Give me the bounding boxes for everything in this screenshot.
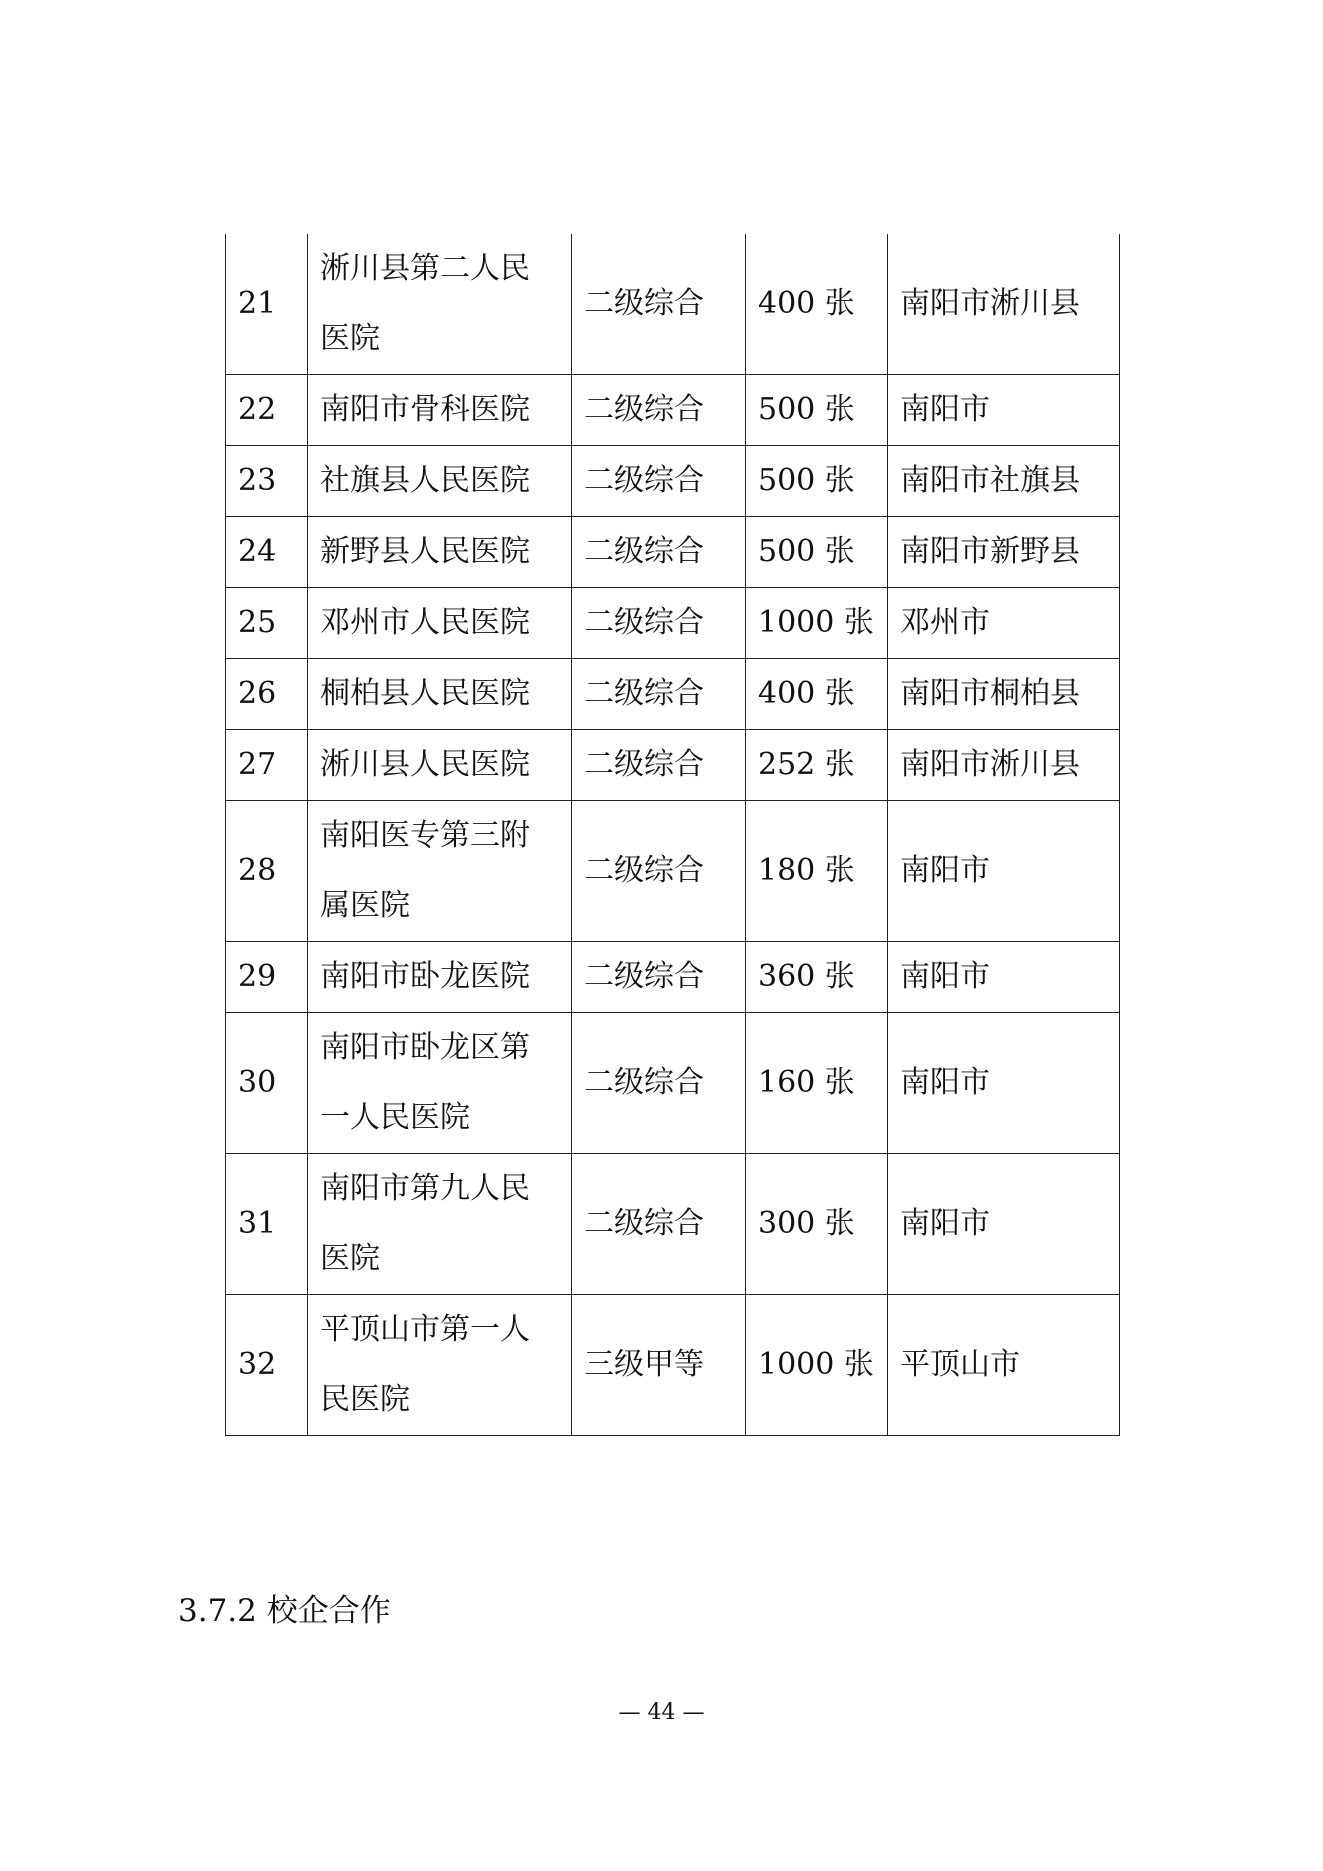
hospital-name: 南阳医专第三附属医院 — [308, 801, 572, 942]
hospital-level: 二级综合 — [572, 517, 746, 588]
bed-count: 180 张 — [746, 801, 888, 942]
table-row — [226, 375, 1120, 446]
row-number: 23 — [226, 446, 308, 517]
table-row — [226, 446, 1120, 517]
row-number: 32 — [226, 1295, 308, 1436]
hospital-table-body — [226, 234, 1120, 1436]
row-number: 24 — [226, 517, 308, 588]
hospital-location: 平顶山市 — [888, 1295, 1120, 1436]
hospital-name: 南阳市第九人民医院 — [308, 1154, 572, 1295]
table-row — [226, 1013, 1120, 1154]
hospital-level: 二级综合 — [572, 1154, 746, 1295]
hospital-name: 淅川县第二人民医院 — [308, 234, 572, 375]
hospital-level: 二级综合 — [572, 942, 746, 1013]
table-row — [226, 1295, 1120, 1436]
hospital-name: 新野县人民医院 — [308, 517, 572, 588]
table-row — [226, 588, 1120, 659]
page-number: — 44 — — [618, 1700, 705, 1725]
hospital-level: 二级综合 — [572, 375, 746, 446]
row-number: 21 — [226, 234, 308, 375]
hospital-name: 平顶山市第一人民医院 — [308, 1295, 572, 1436]
table-row — [226, 517, 1120, 588]
hospital-location: 南阳市淅川县 — [888, 234, 1120, 375]
row-number: 28 — [226, 801, 308, 942]
hospital-table — [225, 234, 1120, 1436]
row-number: 29 — [226, 942, 308, 1013]
bed-count: 160 张 — [746, 1013, 888, 1154]
row-number: 31 — [226, 1154, 308, 1295]
row-number: 30 — [226, 1013, 308, 1154]
hospital-name: 淅川县人民医院 — [308, 730, 572, 801]
hospital-level: 二级综合 — [572, 234, 746, 375]
hospital-name: 南阳市骨科医院 — [308, 375, 572, 446]
hospital-name: 桐柏县人民医院 — [308, 659, 572, 730]
hospital-level: 二级综合 — [572, 1013, 746, 1154]
bed-count: 500 张 — [746, 517, 888, 588]
hospital-location: 南阳市社旗县 — [888, 446, 1120, 517]
hospital-level: 二级综合 — [572, 588, 746, 659]
row-number: 26 — [226, 659, 308, 730]
hospital-location: 南阳市 — [888, 942, 1120, 1013]
table-row — [226, 234, 1120, 375]
hospital-name: 社旗县人民医院 — [308, 446, 572, 517]
bed-count: 252 张 — [746, 730, 888, 801]
hospital-location: 南阳市 — [888, 1154, 1120, 1295]
hospital-location: 南阳市桐柏县 — [888, 659, 1120, 730]
bed-count: 1000 张 — [746, 588, 888, 659]
section-heading: 3.7.2 校企合作 — [178, 1593, 391, 1629]
table-row — [226, 730, 1120, 801]
table-row — [226, 659, 1120, 730]
hospital-location: 南阳市 — [888, 1013, 1120, 1154]
bed-count: 400 张 — [746, 234, 888, 375]
table-row — [226, 801, 1120, 942]
table-row — [226, 942, 1120, 1013]
hospital-name: 南阳市卧龙医院 — [308, 942, 572, 1013]
row-number: 22 — [226, 375, 308, 446]
hospital-location: 邓州市 — [888, 588, 1120, 659]
hospital-level: 二级综合 — [572, 446, 746, 517]
hospital-level: 二级综合 — [572, 801, 746, 942]
row-number: 27 — [226, 730, 308, 801]
bed-count: 360 张 — [746, 942, 888, 1013]
hospital-level: 三级甲等 — [572, 1295, 746, 1436]
bed-count: 400 张 — [746, 659, 888, 730]
hospital-location: 南阳市新野县 — [888, 517, 1120, 588]
table-row — [226, 1154, 1120, 1295]
hospital-location: 南阳市 — [888, 801, 1120, 942]
hospital-location: 南阳市淅川县 — [888, 730, 1120, 801]
bed-count: 500 张 — [746, 446, 888, 517]
bed-count: 300 张 — [746, 1154, 888, 1295]
hospital-location: 南阳市 — [888, 375, 1120, 446]
row-number: 25 — [226, 588, 308, 659]
hospital-name: 邓州市人民医院 — [308, 588, 572, 659]
bed-count: 1000 张 — [746, 1295, 888, 1436]
bed-count: 500 张 — [746, 375, 888, 446]
hospital-level: 二级综合 — [572, 730, 746, 801]
hospital-name: 南阳市卧龙区第一人民医院 — [308, 1013, 572, 1154]
hospital-level: 二级综合 — [572, 659, 746, 730]
